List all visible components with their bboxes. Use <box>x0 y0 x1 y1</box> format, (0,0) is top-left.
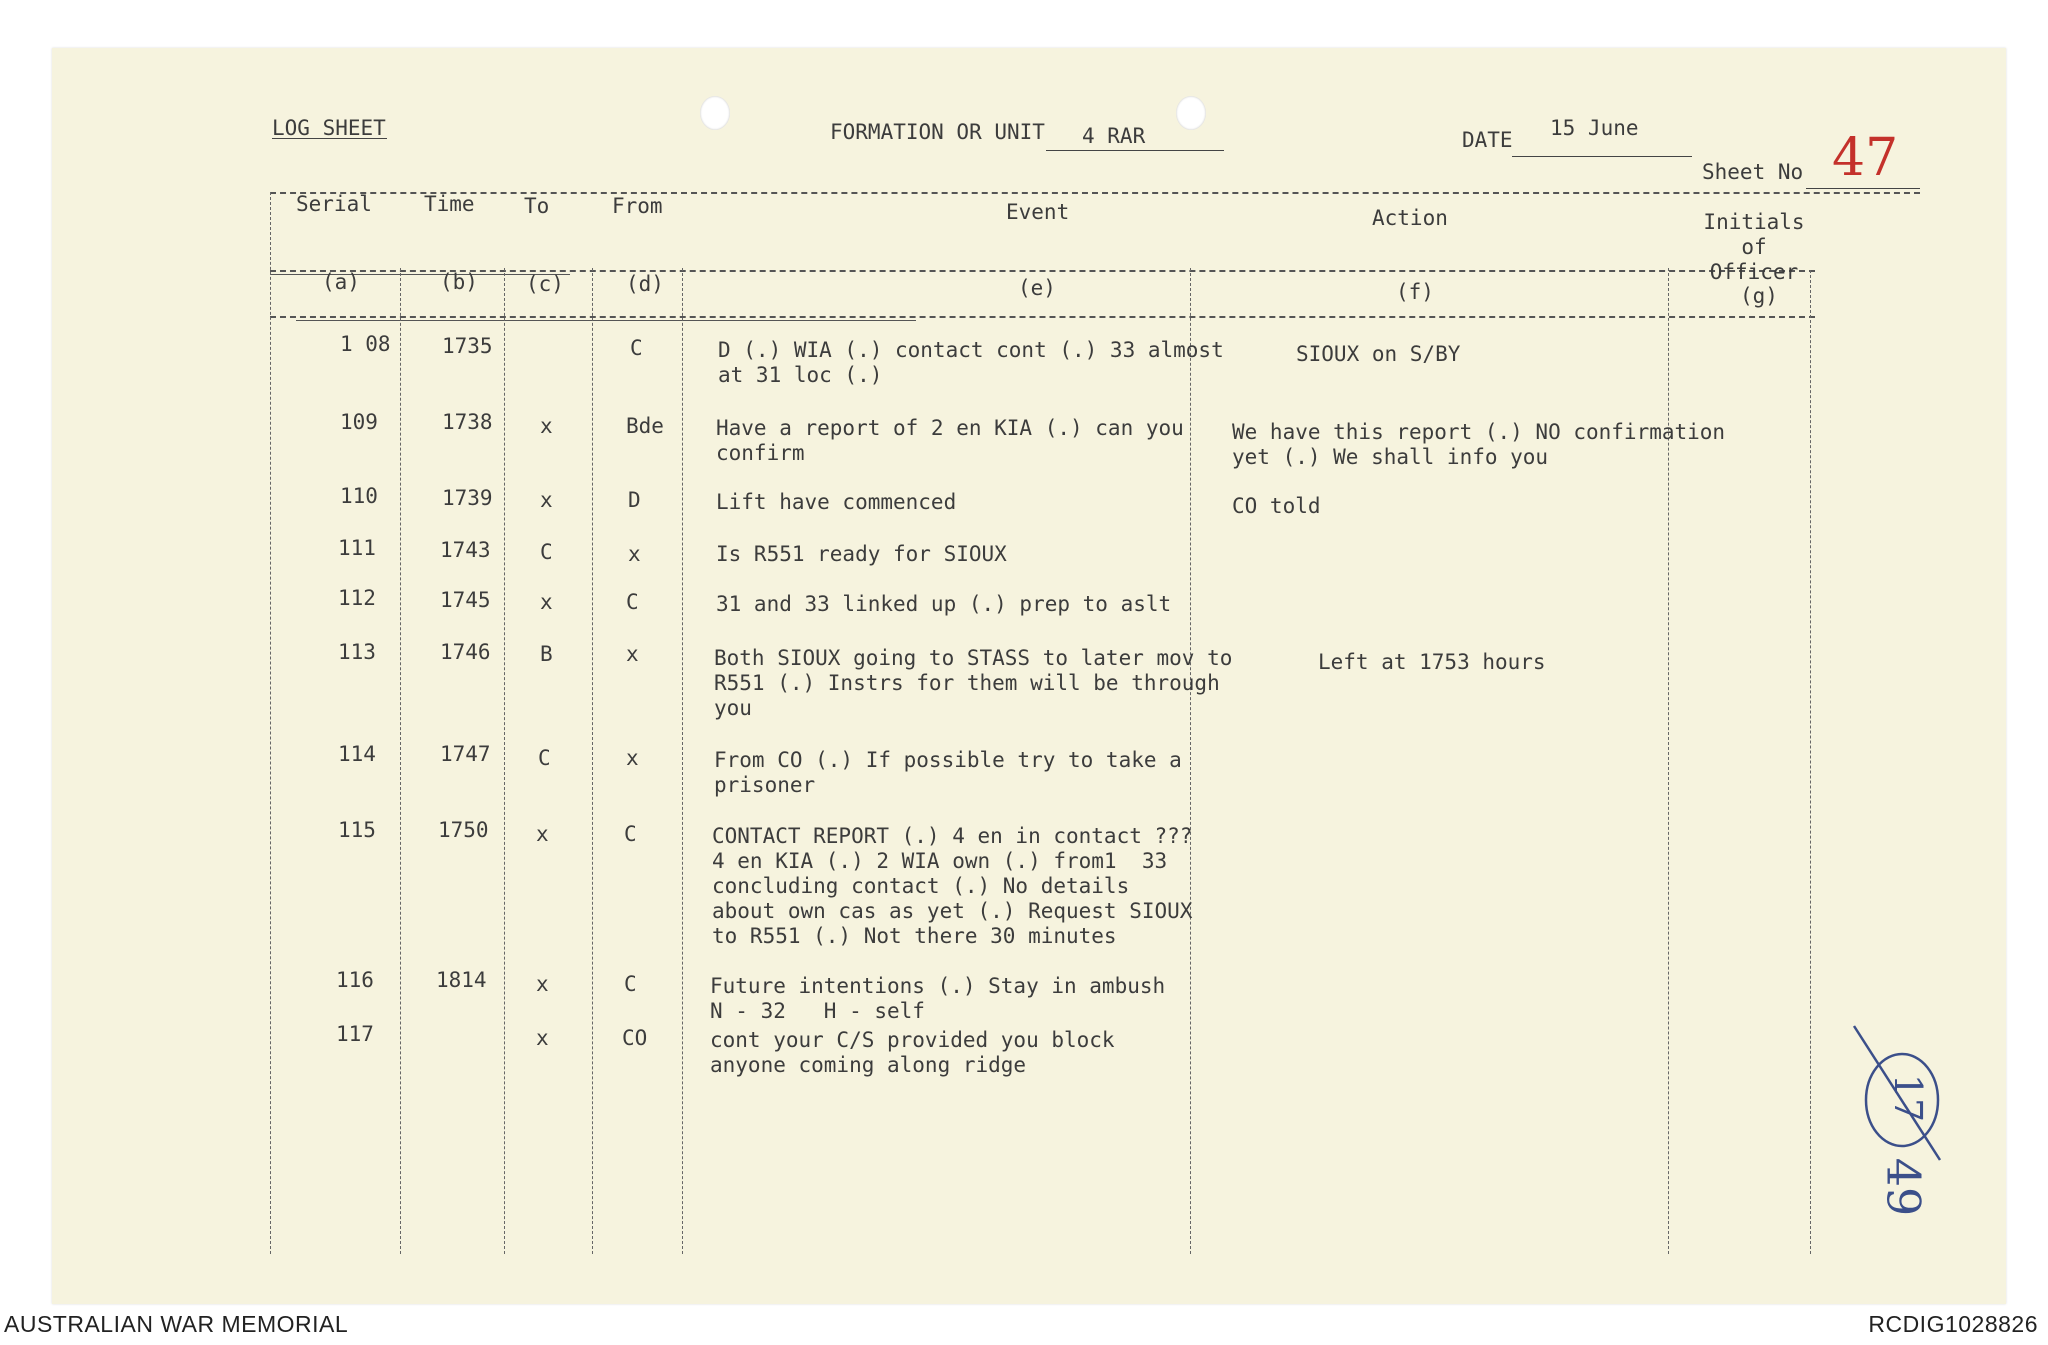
col-letter-b: (b) <box>440 270 478 294</box>
row-113-serial: 113 <box>338 640 376 664</box>
footer-source: AUSTRALIAN WAR MEMORIAL <box>4 1311 349 1337</box>
row-109-from: Bde <box>626 414 664 438</box>
formation-underline <box>1046 150 1224 151</box>
col-letter-a: (a) <box>322 270 360 294</box>
col-head-serial: Serial <box>296 192 372 216</box>
row-109-action: We have this report (.) NO confirmation yet (.) We shall info you <box>1232 420 1726 469</box>
row-113-from: x <box>626 642 639 666</box>
col-border-d-e <box>682 268 683 1254</box>
date-value: 15 June <box>1550 116 1639 140</box>
page-number-note: 49 <box>1876 1157 1931 1217</box>
col-letter-c: (c) <box>526 272 564 296</box>
row-113-event: Both SIOUX going to STASS to later mov to R551 (.) Instrs for them will be through you <box>714 646 1233 720</box>
row-110-time: 1739 <box>442 486 493 510</box>
circled-number: 17 <box>1886 1073 1931 1123</box>
table-top-border <box>270 192 1920 194</box>
row-115-time: 1750 <box>438 818 489 842</box>
circled-number-mark <box>1840 1020 1960 1260</box>
row-112-to: x <box>540 590 553 614</box>
date-underline <box>1512 156 1692 157</box>
sheet-no-label: Sheet No <box>1702 160 1804 184</box>
row-113-action: Left at 1753 hours <box>1318 650 1546 674</box>
row-117-from: CO <box>622 1026 648 1050</box>
row-114-from: x <box>626 746 639 770</box>
log-sheet-underline <box>272 138 387 139</box>
row-111-from: x <box>628 542 641 566</box>
col-border-a-b <box>400 268 401 1254</box>
row-116-time: 1814 <box>436 968 487 992</box>
row-108-action: SIOUX on S/BY <box>1296 342 1461 366</box>
col-head-from: From <box>612 194 663 218</box>
sheet-no-underline <box>1806 188 1920 189</box>
row-112-serial: 112 <box>338 586 376 610</box>
col-border-b-c <box>504 268 505 1254</box>
col-head-initials: Initials of Officer <box>1703 210 1805 284</box>
col-border-e-f <box>1190 268 1191 1254</box>
row-117-to: x <box>536 1026 549 1050</box>
col-head-action: Action <box>1372 206 1448 230</box>
col-border-a-left <box>270 192 271 1254</box>
col-letter-f: (f) <box>1396 280 1434 304</box>
header-bottom-partial <box>296 320 916 321</box>
row-109-event: Have a report of 2 en KIA (.) can you confirm <box>716 416 1184 465</box>
row-112-from: C <box>626 590 639 614</box>
col-letter-e: (e) <box>1018 276 1056 300</box>
row-112-time: 1745 <box>440 588 491 612</box>
col-letter-d: (d) <box>626 272 664 296</box>
row-109-to: x <box>540 414 553 438</box>
row-114-time: 1747 <box>440 742 491 766</box>
row-108-from: C <box>630 336 643 360</box>
row-110-to: x <box>540 488 553 512</box>
row-116-event: Future intentions (.) Stay in ambush N - 32 H - self <box>710 974 1166 1023</box>
col-head-event: Event <box>1006 200 1070 224</box>
punch-hole-right <box>1176 96 1206 130</box>
row-111-time: 1743 <box>440 538 491 562</box>
sheet-no-value: 47 <box>1832 128 1899 188</box>
row-109-serial: 109 <box>340 410 378 434</box>
col-letter-g: (g) <box>1740 284 1778 308</box>
row-111-serial: 111 <box>338 536 376 560</box>
formation-value: 4 RAR <box>1082 124 1146 148</box>
row-115-to: x <box>536 822 549 846</box>
col-border-f-g <box>1668 268 1669 1254</box>
punch-hole-left <box>700 96 730 130</box>
row-110-serial: 110 <box>340 484 378 508</box>
row-110-action: CO told <box>1232 494 1321 518</box>
row-114-event: From CO (.) If possible try to take a prisoner <box>714 748 1182 797</box>
row-110-from: D <box>628 488 641 512</box>
row-108-time: 1735 <box>442 334 493 358</box>
margin-annotation <box>1840 1020 1960 1260</box>
col-border-g-right <box>1810 270 1811 1254</box>
col-border-c-d <box>592 268 593 1254</box>
row-116-serial: 116 <box>336 968 374 992</box>
row-117-serial: 117 <box>336 1022 374 1046</box>
header-divider-partial <box>270 274 570 275</box>
row-115-event: CONTACT REPORT (.) 4 en in contact ??? 4 en KIA (.) 2 WIA own (.) from1 33 concluding contact (.) No details about own cas as yet (.) Request SIOUX to R551 (.) Not there 30 minutes <box>712 824 1193 948</box>
row-115-from: C <box>624 822 637 846</box>
row-113-to: B <box>540 642 553 666</box>
row-110-event: Lift have commenced <box>716 490 957 514</box>
row-116-from: C <box>624 972 637 996</box>
row-111-event: Is R551 ready for SIOUX <box>716 542 1007 566</box>
row-116-to: x <box>536 972 549 996</box>
header-divider <box>270 270 1815 272</box>
col-head-to: To <box>524 194 550 218</box>
formation-label: FORMATION OR UNIT <box>830 120 1045 144</box>
row-113-time: 1746 <box>440 640 491 664</box>
row-114-to: C <box>538 746 551 770</box>
row-111-to: C <box>540 540 553 564</box>
row-109-time: 1738 <box>442 410 493 434</box>
log-sheet-title: LOG SHEET <box>272 116 386 140</box>
row-117-event: cont your C/S provided you block anyone coming along ridge <box>710 1028 1115 1077</box>
row-114-serial: 114 <box>338 742 376 766</box>
row-108-serial: 1 08 <box>340 332 391 356</box>
row-112-event: 31 and 33 linked up (.) prep to aslt <box>716 592 1172 616</box>
col-head-time: Time <box>424 192 475 216</box>
row-115-serial: 115 <box>338 818 376 842</box>
footer-record-id: RCDIG1028826 <box>1868 1311 2038 1337</box>
date-label: DATE <box>1462 128 1513 152</box>
header-bottom-border <box>270 316 1815 318</box>
row-108-event: D (.) WIA (.) contact cont (.) 33 almost at 31 loc (.) <box>718 338 1224 387</box>
